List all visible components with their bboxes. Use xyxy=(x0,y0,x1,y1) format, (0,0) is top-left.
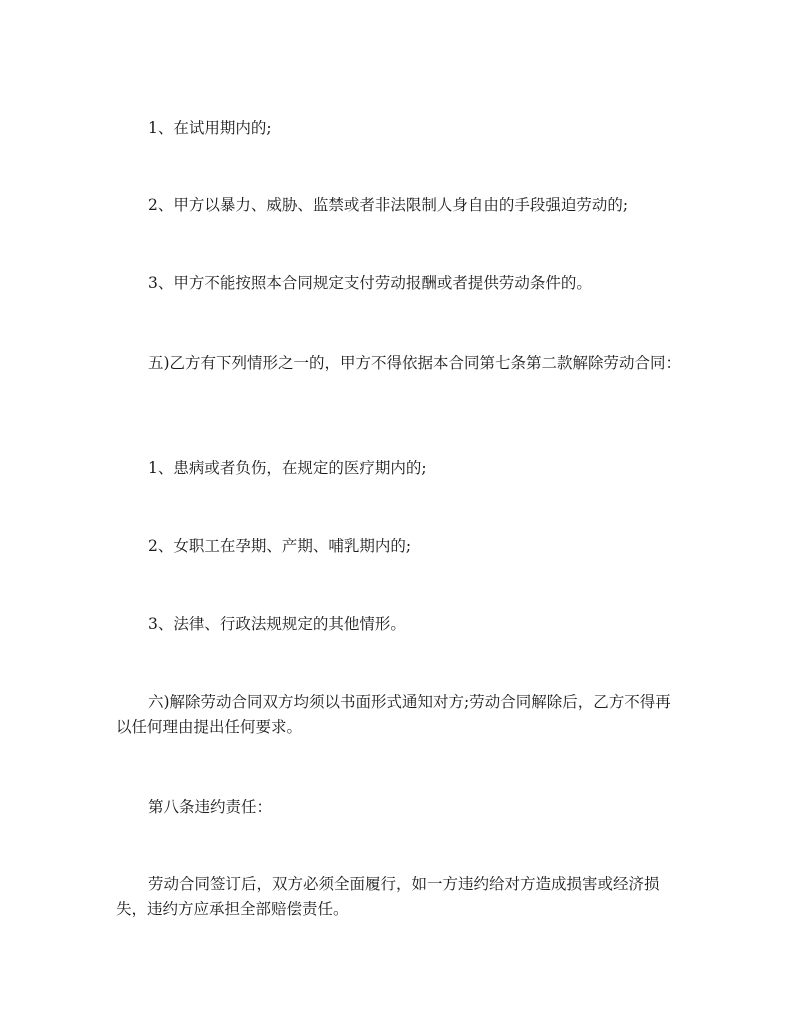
paragraph-unpaid-wages: 3、甲方不能按照本合同规定支付劳动报酬或者提供劳动条件的。 xyxy=(148,274,592,292)
heading-article-eight: 第八条违约责任： xyxy=(148,798,273,816)
paragraph-other-cases: 3、法律、行政法规规定的其他情形。 xyxy=(148,615,406,633)
paragraph-pregnancy: 2、女职工在孕期、产期、哺乳期内的; xyxy=(148,537,412,555)
paragraph-section-six: 六)解除劳动合同双方均须以书面形式通知对方;劳动合同解除后，乙方不得再以任何理由提出任何要求。 xyxy=(116,693,671,736)
paragraph-probation: 1、在试用期内的; xyxy=(148,119,272,137)
paragraph-section-five: 五)乙方有下列情形之一的，甲方不得依据本合同第七条第二款解除劳动合同： xyxy=(148,354,682,372)
paragraph-forced-labor: 2、甲方以暴力、威胁、监禁或者非法限制人身自由的手段强迫劳动的; xyxy=(148,196,629,214)
paragraph-liability: 劳动合同签订后，双方必须全面履行，如一方违约给对方造成损害或经济损失，违约方应承担全部赔偿责任。 xyxy=(116,875,660,918)
paragraph-illness: 1、患病或者负伤，在规定的医疗期内的; xyxy=(148,459,427,477)
